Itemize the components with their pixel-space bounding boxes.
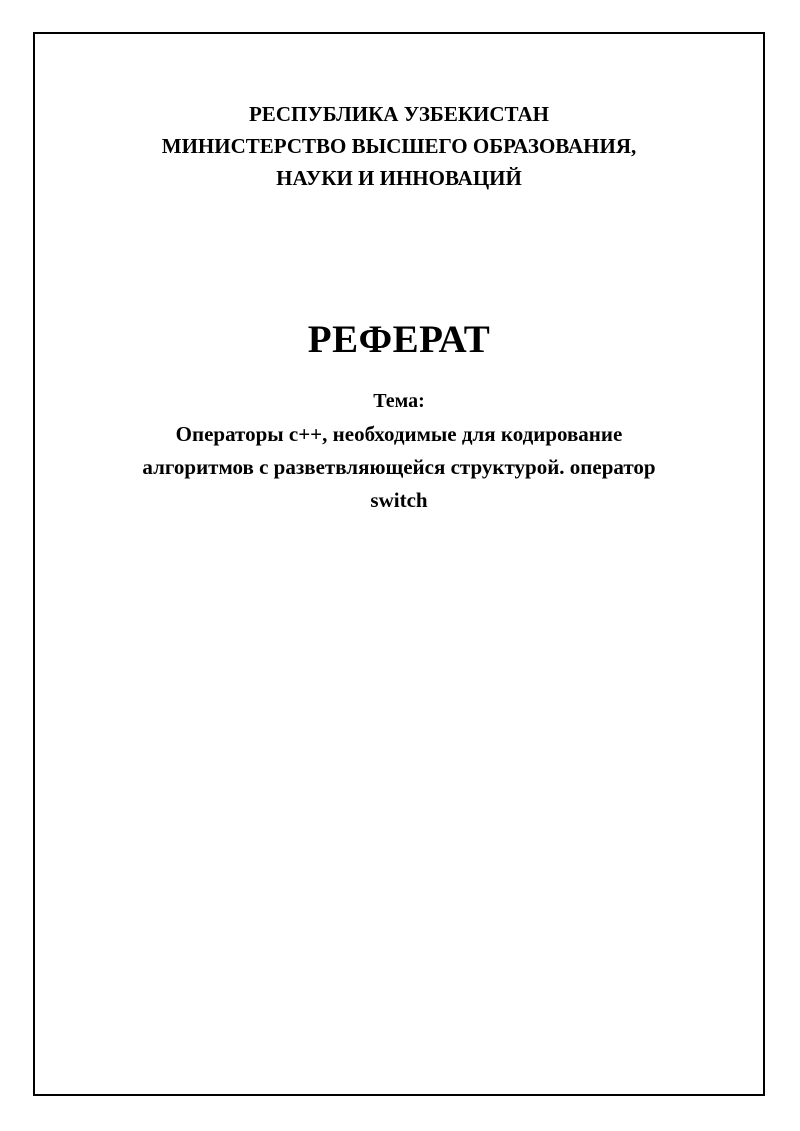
- topic-text: [35, 418, 763, 517]
- topic-label: Тема:: [373, 390, 425, 412]
- header-line-country: РЕСПУБЛИКА УЗБЕКИСТАН: [248, 102, 550, 126]
- topic-line-3: switch: [370, 488, 428, 512]
- document-title: РЕФЕРАТ: [307, 318, 491, 361]
- header-line-ministry: МИНИСТЕРСТВО ВЫСШЕГО ОБРАЗОВАНИЯ,: [161, 134, 637, 158]
- header-line-ministry-cont: НАУКИ И ИННОВАЦИЙ: [276, 166, 522, 190]
- page-border-frame: [33, 32, 765, 1096]
- topic-line-1: Операторы c++, необходимые для кодирование: [175, 422, 623, 446]
- organization-header: [35, 98, 763, 194]
- topic-line-2: алгоритмов с разветвляющейся структурой. оператор: [142, 455, 656, 479]
